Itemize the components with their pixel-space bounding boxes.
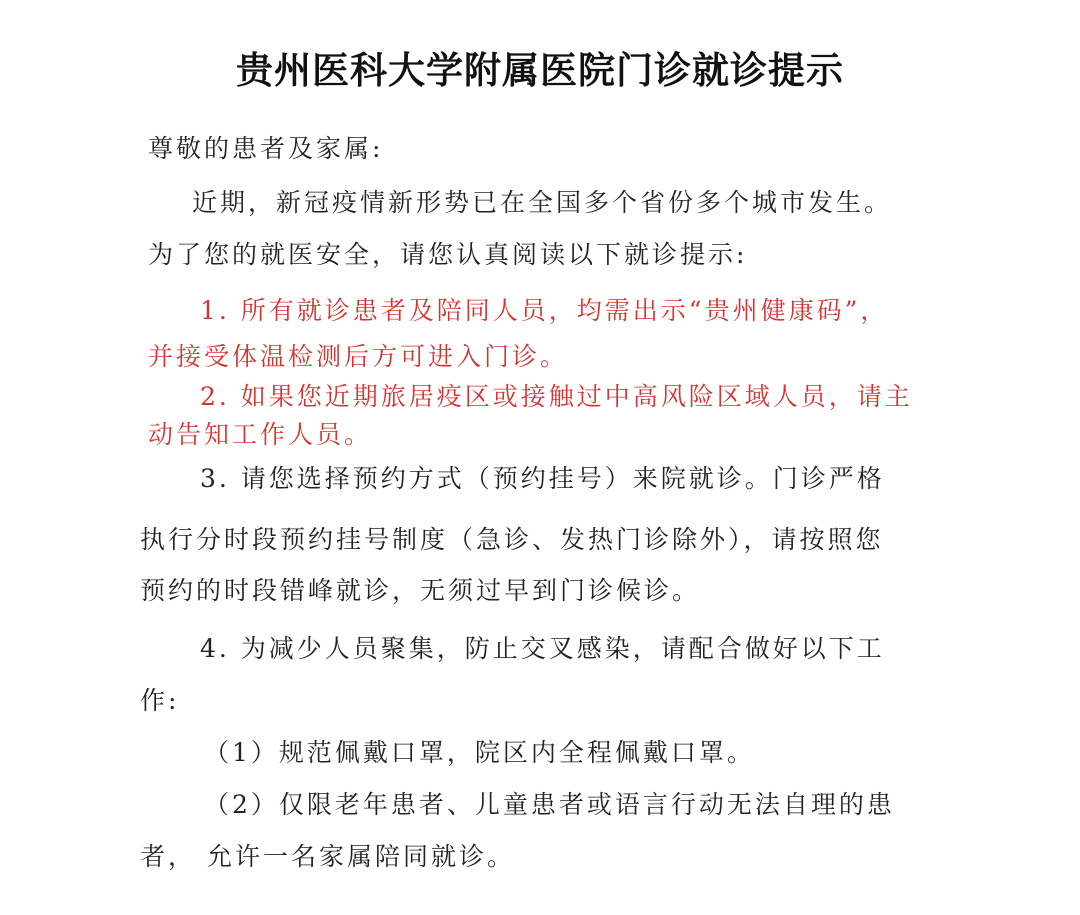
intro-line-1: 近期，新冠疫情新形势已在全国多个省份多个城市发生。 (192, 188, 893, 217)
intro-line-2: 为了您的就医安全，请您认真阅读以下就诊提示: (148, 240, 748, 269)
notice-item-1-line-2: 并接受体温检测后方可进入门诊。 (148, 342, 569, 371)
notice-item-3-line-3: 预约的时段错峰就诊，无须过早到门诊候诊。 (140, 576, 701, 605)
notice-item-2-line-2: 动告知工作人员。 (148, 420, 373, 449)
sub-item-1: （1）规范佩戴口罩，院区内全程佩戴口罩。 (204, 738, 755, 767)
notice-item-4-line-1: 4. 为减少人员聚集，防止交叉感染，请配合做好以下工 (200, 634, 885, 663)
notice-item-1-line-1: 1. 所有就诊患者及陪同人员，均需出示“贵州健康码”， (200, 296, 889, 325)
notice-item-2-line-1: 2. 如果您近期旅居疫区或接触过中高风险区域人员，请主 (200, 382, 913, 411)
notice-item-3-line-2: 执行分时段预约挂号制度（急诊、发热门诊除外），请按照您 (140, 525, 884, 554)
notice-item-4-line-2: 作: (140, 686, 180, 715)
sub-item-2-line-2: 者， 允许一名家属陪同就诊。 (140, 842, 515, 871)
sub-item-2-line-1: （2）仅限老年患者、儿童患者或语言行动无法自理的患 (204, 790, 895, 819)
salutation: 尊敬的患者及家属: (148, 134, 384, 163)
notice-item-3-line-1: 3. 请您选择预约方式（预约挂号）来院就诊。门诊严格 (200, 464, 885, 493)
page-title: 贵州医科大学附属医院门诊就诊提示 (236, 49, 844, 92)
